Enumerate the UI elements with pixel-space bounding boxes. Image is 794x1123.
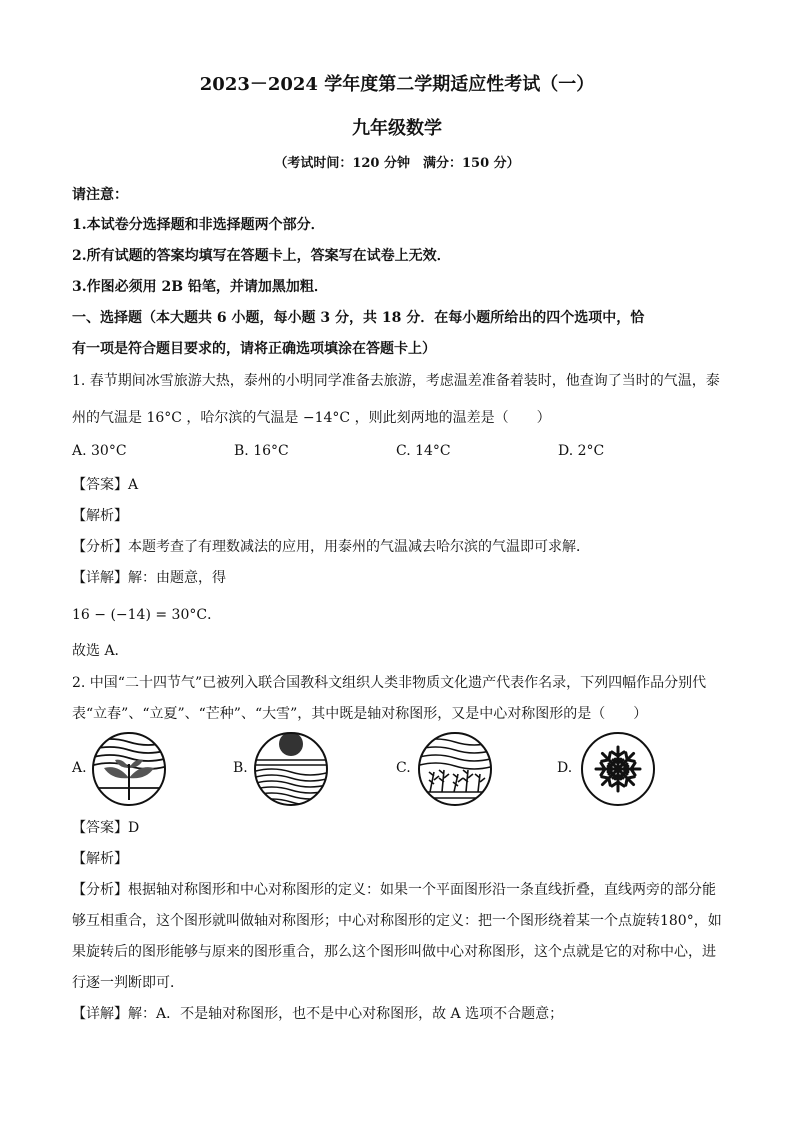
q2-analysis-label: 【解析】 xyxy=(72,851,128,867)
section1-line1: 一、选择题（本大题共 6 小题，每小题 3 分，共 18 分．在每小题所给出的四个选项中，恰 xyxy=(72,310,645,326)
q1-formula: 16 − (−14) = 30°C． xyxy=(72,607,222,623)
q2-figure-a-lichun xyxy=(90,730,168,808)
q1-options xyxy=(72,443,604,459)
q2-stem-line1: 2. 中国“二十四节气”已被列入联合国教科文组织人类非物质文化遗产代表作名录，下列四幅作品分别代 xyxy=(72,675,707,691)
exam-info: （考试时间：120 分钟 满分：150 分） xyxy=(274,156,520,171)
exam-title: 2023－2024 学年度第二学期适应性考试（一） xyxy=(199,74,595,95)
q1-conclusion: 故选 A． xyxy=(72,643,129,659)
q2-fenxi-line4: 行逐一判断即可． xyxy=(72,975,184,991)
q2-detail: 【详解】解：A．不是轴对称图形，也不是中心对称图形，故 A 选项不合题意； xyxy=(72,1006,564,1022)
q1-option-d: D. 2°C xyxy=(558,443,605,459)
q2-fenxi-line2: 够互相重合，这个图形就叫做轴对称图形；中心对称图形的定义：把一个图形绕着某一个点旋转180°，如 xyxy=(72,913,722,929)
q1-stem-line1: 1. 春节期间冰雪旅游大热，泰州的小明同学准备去旅游，考虑温差准备着装时，他查询了当时的气温，泰 xyxy=(72,373,720,389)
q2-answer: 【答案】D xyxy=(72,820,140,836)
section1-line2: 有一项是符合题目要求的，请将正确选项填涂在答题卡上） xyxy=(72,341,436,357)
q2-stem-line2: 表“立春”、“立夏”、“芒种”、“大雪”，其中既是轴对称图形，又是中心对称图形的是（ ） xyxy=(72,706,648,722)
q2-fig-label-c: C. xyxy=(396,760,411,776)
note-1: 1.本试卷分选择题和非选择题两个部分． xyxy=(72,217,325,233)
q2-fig-label-b: B. xyxy=(233,760,248,776)
q1-option-a: A. 30°C xyxy=(72,443,127,459)
q2-figure-d-daxue xyxy=(579,730,657,808)
q2-fig-label-d: D. xyxy=(557,760,573,776)
exam-subject: 九年级数学 xyxy=(352,118,442,139)
notes-heading: 请注意： xyxy=(72,187,128,203)
q2-figure-c-mangzhong xyxy=(416,730,494,808)
q2-fenxi-line3: 果旋转后的图形能够与原来的图形重合，那么这个图形叫做中心对称图形，这个点就是它的对称中心，进 xyxy=(72,944,716,960)
q1-fenxi: 【分析】本题考查了有理数减法的应用，用泰州的气温减去哈尔滨的气温即可求解． xyxy=(72,539,590,555)
q1-detail: 【详解】解：由题意，得 xyxy=(72,570,226,586)
q2-fenxi-line1: 【分析】根据轴对称图形和中心对称图形的定义：如果一个平面图形沿一条直线折叠，直线两旁的部分能 xyxy=(72,882,716,898)
q1-option-b: B. 16°C xyxy=(234,443,289,459)
q2-figure-b-lixia xyxy=(252,730,330,808)
q1-option-c: C. 14°C xyxy=(396,443,451,459)
q1-answer: 【答案】A xyxy=(72,477,139,493)
note-2: 2.所有试题的答案均填写在答题卡上，答案写在试卷上无效． xyxy=(72,248,451,264)
q1-analysis-label: 【解析】 xyxy=(72,508,128,524)
note-3: 3.作图必须用 2B 铅笔，并请加黑加粗． xyxy=(72,279,328,295)
q1-stem-line2: 州的气温是 16°C ，哈尔滨的气温是 −14°C ，则此刻两地的温差是（ ） xyxy=(72,410,551,426)
q2-fig-label-a: A. xyxy=(72,760,87,776)
